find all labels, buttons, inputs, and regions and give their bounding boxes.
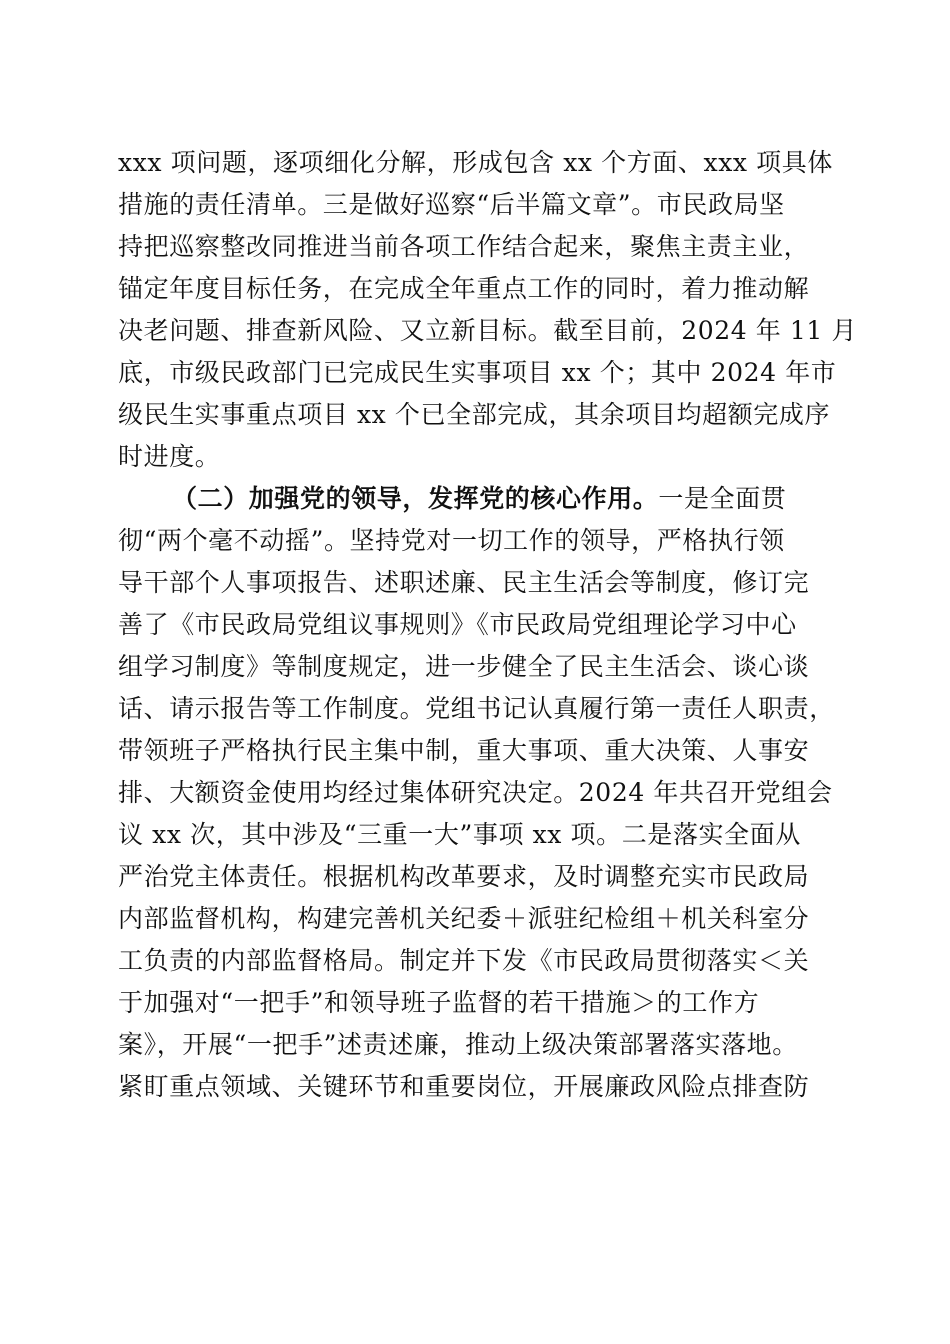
paragraph-line: 彻“两个毫不动摇”。坚持党对一切工作的领导，严格执行领	[118, 526, 785, 555]
paragraph-line: 底，市级民政部门已完成民生实事项目 xx 个；其中 2024 年市	[118, 358, 837, 387]
paragraph-line: 带领班子严格执行民主集中制，重大事项、重大决策、人事安	[118, 736, 810, 765]
paragraph-line: 工负责的内部监督格局。制定并下发《市民政局贯彻落实＜关	[118, 946, 810, 975]
paragraph-line: 排、大额资金使用均经过集体研究决定。2024 年共召开党组会	[118, 778, 833, 807]
paragraph-line: 于加强对“一把手”和领导班子监督的若干措施＞的工作方	[118, 988, 760, 1017]
paragraph-line: 持把巡察整改同推进当前各项工作结合起来，聚焦主责主业，	[118, 232, 810, 261]
paragraph-line: 严治党主体责任。根据机构改革要求，及时调整充实市民政局	[118, 862, 810, 891]
paragraph-line: 决老问题、排查新风险、又立新目标。截至目前，2024 年 11 月	[118, 316, 858, 345]
paragraph-line: 紧盯重点领域、关键环节和重要岗位，开展廉政风险点排查防	[118, 1072, 810, 1101]
paragraph-line: 时进度。	[118, 442, 221, 471]
paragraph-line: 导干部个人事项报告、述职述廉、民主生活会等制度，修订完	[118, 568, 810, 597]
paragraph-line: xxx 项问题，逐项细化分解，形成包含 xx 个方面、xxx 项具体	[118, 148, 833, 177]
paragraph-line: 话、请示报告等工作制度。党组书记认真履行第一责任人职责，	[118, 694, 835, 723]
paragraph-line: 善了《市民政局党组议事规则》《市民政局党组理论学习中心	[118, 610, 797, 639]
section-first-line	[172, 484, 786, 514]
paragraph-line: 措施的责任清单。三是做好巡察“后半篇文章”。市民政局坚	[118, 190, 785, 219]
paragraph-line: 级民生实事重点项目 xx 个已全部完成，其余项目均超额完成序	[118, 400, 831, 429]
section-first-line-text: 一是全面贯	[658, 484, 787, 513]
paragraph-line: 组学习制度》等制度规定，进一步健全了民主生活会、谈心谈	[118, 652, 810, 681]
paragraph-line: 案》，开展“一把手”述责述廉，推动上级决策部署落实落地。	[118, 1030, 798, 1059]
section-heading: （二）加强党的领导，发挥党的核心作用。	[172, 484, 659, 513]
paragraph-line: 议 xx 次，其中涉及“三重一大”事项 xx 项。二是落实全面从	[118, 820, 801, 849]
paragraph-line: 内部监督机构，构建完善机关纪委＋派驻纪检组＋机关科室分	[118, 904, 810, 933]
paragraph-line: 锚定年度目标任务，在完成全年重点工作的同时，着力推动解	[118, 274, 810, 303]
